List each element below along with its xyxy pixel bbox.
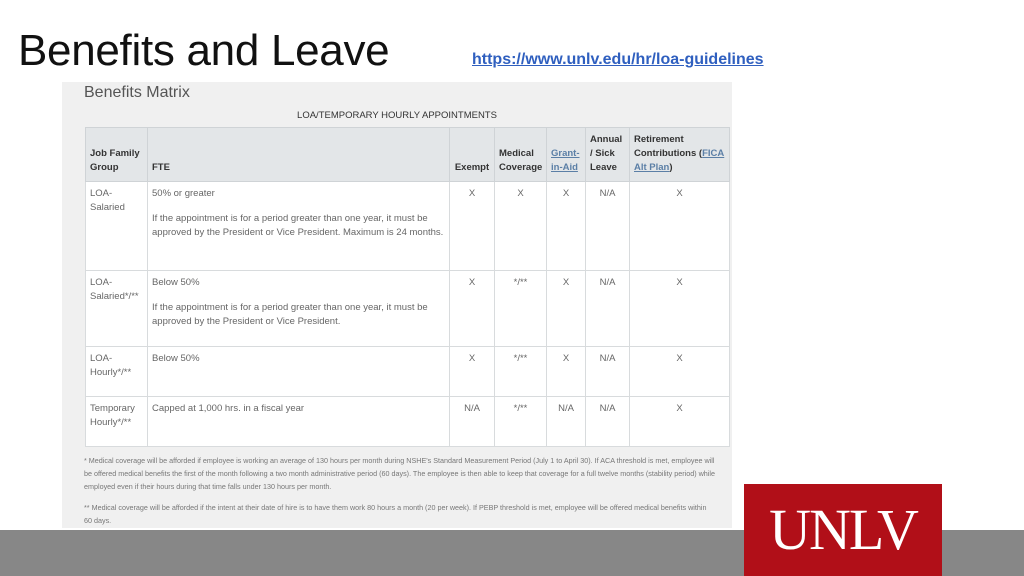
- fte-cell: [148, 271, 450, 347]
- footnote-double: ** Medical coverage will be afforded if the intent at their date of hire is to have them work 80 hours a month (20 per week). If PEBP threshold is met, employee will be offered medical benefits within 60 days.: [84, 503, 707, 525]
- footnote-single: * Medical coverage will be afforded if employee is working an average of 130 hours per month during NSHE's Standard Measurement Period (July 1 to April 30). If ACA threshold is met, employee will be offered medical benefits the first of the month following a two month administrative period (60 days). The employee is then able to keep that coverage for a full twelve months (stability period) while employed even if their hours during that time falls under 130 hours per month.: [84, 456, 715, 491]
- table-caption: LOA/TEMPORARY HOURLY APPOINTMENTS: [297, 110, 497, 121]
- table-row: [86, 182, 730, 271]
- retirement-cell: X: [630, 347, 730, 397]
- loa-guidelines-link[interactable]: https://www.unlv.edu/hr/loa-guidelines: [472, 51, 764, 68]
- retirement-suffix: ): [669, 162, 673, 173]
- header-medical: Medical Coverage: [495, 128, 547, 182]
- grant-in-aid-link[interactable]: Grant-in-Aid: [551, 148, 580, 173]
- fte-value: 50% or greater: [152, 188, 215, 199]
- footnotes: [84, 454, 716, 528]
- retirement-cell: X: [630, 397, 730, 447]
- leave-cell: N/A: [586, 347, 630, 397]
- slide-title: Benefits and Leave: [18, 26, 390, 75]
- medical-cell: X: [495, 182, 547, 271]
- medical-cell: */**: [495, 347, 547, 397]
- header-retirement: [630, 128, 730, 182]
- job-family-cell: Temporary Hourly*/**: [86, 397, 148, 447]
- table-row: [86, 397, 730, 447]
- header-exempt: Exempt: [450, 128, 495, 182]
- grant-cell: X: [547, 271, 586, 347]
- exempt-cell: X: [450, 271, 495, 347]
- job-family-cell: LOA-Hourly*/**: [86, 347, 148, 397]
- retirement-cell: X: [630, 271, 730, 347]
- grant-cell: X: [547, 182, 586, 271]
- table-row: [86, 271, 730, 347]
- fte-cell: Below 50%: [148, 347, 450, 397]
- medical-cell: */**: [495, 397, 547, 447]
- grant-cell: N/A: [547, 397, 586, 447]
- leave-cell: N/A: [586, 182, 630, 271]
- fte-note: If the appointment is for a period greater than one year, it must be approved by the President or Vice President. Maximum is 24 months.: [152, 213, 444, 238]
- fte-note: If the appointment is for a period greater than one year, it must be approved by the President or Vice President.: [152, 302, 428, 327]
- medical-cell: */**: [495, 271, 547, 347]
- retirement-label: Retirement Contributions (: [634, 134, 703, 159]
- fte-cell: [148, 182, 450, 271]
- header-grant-in-aid[interactable]: [547, 128, 586, 182]
- unlv-logo: [744, 484, 942, 576]
- header-annual-sick: Annual / Sick Leave: [586, 128, 630, 182]
- table-header-row: [86, 128, 730, 182]
- table-row: [86, 347, 730, 397]
- retirement-cell: X: [630, 182, 730, 271]
- fte-cell: Capped at 1,000 hrs. in a fiscal year: [148, 397, 450, 447]
- benefits-matrix-title: Benefits Matrix: [84, 84, 190, 101]
- header-fte: FTE: [148, 128, 450, 182]
- exempt-cell: X: [450, 347, 495, 397]
- header-job-family: Job Family Group: [86, 128, 148, 182]
- unlv-logo-text: UNLV: [769, 497, 917, 562]
- fica-alt-plan-link[interactable]: FICA Alt Plan: [634, 148, 725, 173]
- job-family-cell: LOA-Salaried*/**: [86, 271, 148, 347]
- exempt-cell: X: [450, 182, 495, 271]
- leave-cell: N/A: [586, 397, 630, 447]
- benefits-matrix-table: [85, 127, 730, 447]
- fte-value: Below 50%: [152, 277, 200, 288]
- grant-cell: X: [547, 347, 586, 397]
- benefits-matrix-screenshot: [62, 82, 732, 528]
- exempt-cell: N/A: [450, 397, 495, 447]
- job-family-cell: LOA-Salaried: [86, 182, 148, 271]
- leave-cell: N/A: [586, 271, 630, 347]
